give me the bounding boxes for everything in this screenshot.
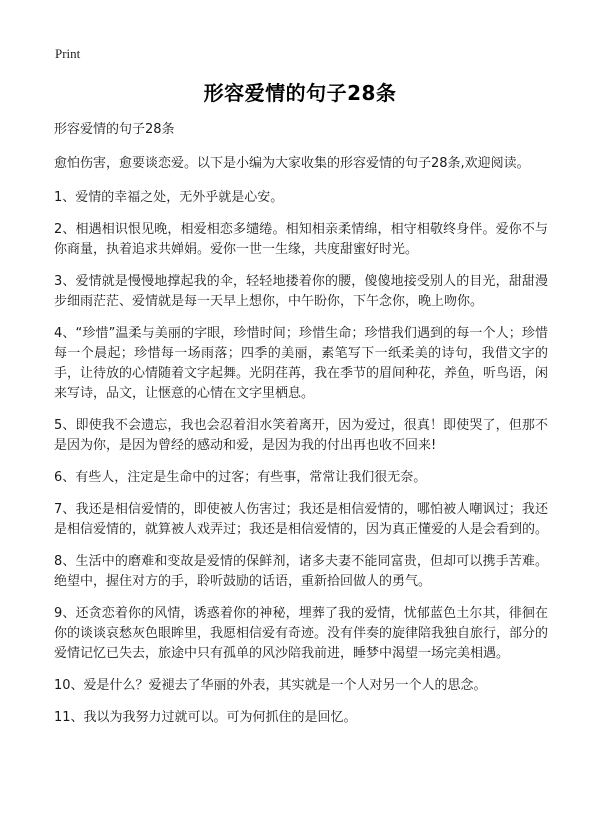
- list-item: 5、即使我不会遗忘，我也会忍着泪水笑着离开，因为爱过，很真！即使哭了，但那不是因为你，是因为曾经的感动和爱，是因为我的付出再也收不回来!: [54, 418, 548, 453]
- intro-paragraph: 愈怕伤害，愈要谈恋爱。以下是小编为大家收集的形容爱情的句子28条,欢迎阅读。: [54, 156, 530, 171]
- document-subtitle: 形容爱情的句子28条: [54, 122, 175, 137]
- print-label[interactable]: Print: [55, 46, 81, 61]
- list-item: 8、生活中的磨难和变故是爱情的保鲜剂，诸多夫妻不能同富贵，但却可以携手苦难。绝望中，握住对方的手，聆听鼓励的话语，重新拾回做人的勇气。: [54, 554, 548, 589]
- list-item: 2、相遇相识恨见晚，相爱相恋多缱绻。相知相亲柔情绵，相守相敬终身伴。爱你不与你商量，执着追求共婵娟。爱你一世一生缘，共度甜蜜好时光。: [54, 222, 548, 257]
- list-item: 6、有些人，注定是生命中的过客；有些事，常常让我们很无奈。: [54, 470, 427, 485]
- list-item: 11、我以为我努力过就可以。可为何抓住的是回忆。: [54, 710, 357, 725]
- list-item: 9、还贪恋着你的风情，诱惑着你的神秘，埋葬了我的爱情，忧郁蓝色土尔其，徘徊在你的谈谈哀愁灰色眼眸里，我愿相信爱有奇迹。没有伴奏的旋律陪我独自旅行，部分的爱情记忆已失去，旅途中只有孤单的风沙陪我前进，睡梦中渴望一场完美相遇。: [54, 606, 549, 661]
- list-item: 1、爱情的幸福之处，无外乎就是心安。: [54, 190, 284, 205]
- document-title: 形容爱情的句子28条: [203, 81, 397, 105]
- list-item: 4、“珍惜”温柔与美丽的字眼，珍惜时间；珍惜生命；珍惜我们遇到的每一个人；珍惜每一个晨起；珍惜每一场雨落；四季的美丽，素笔写下一纸柔美的诗句，我借文字的手，让待放的心情随着文字起舞。光阴荏苒，我在季节的眉间种花，养鱼，听鸟语，闲来写诗，品文，让惬意的心情在文字里栖息。: [54, 326, 549, 401]
- list-item: 7、我还是相信爱情的，即使被人伤害过；我还是相信爱情的，哪怕被人嘲讽过；我还是相信爱情的，就算被人戏弄过；我还是相信爱情的，因为真正懂爱的人是会看到的。: [54, 502, 549, 537]
- list-item: 3、爱情就是慢慢地撑起我的伞，轻轻地搂着你的腰，傻傻地接受别人的目光，甜甜漫步细雨茫茫、爱情就是每一天早上想你，中午盼你，下午念你，晚上吻你。: [54, 274, 548, 309]
- document-body: [54, 120, 548, 740]
- list-item: 10、爱是什么？爱褪去了华丽的外表，其实就是一个人对另一个人的思念。: [54, 678, 487, 693]
